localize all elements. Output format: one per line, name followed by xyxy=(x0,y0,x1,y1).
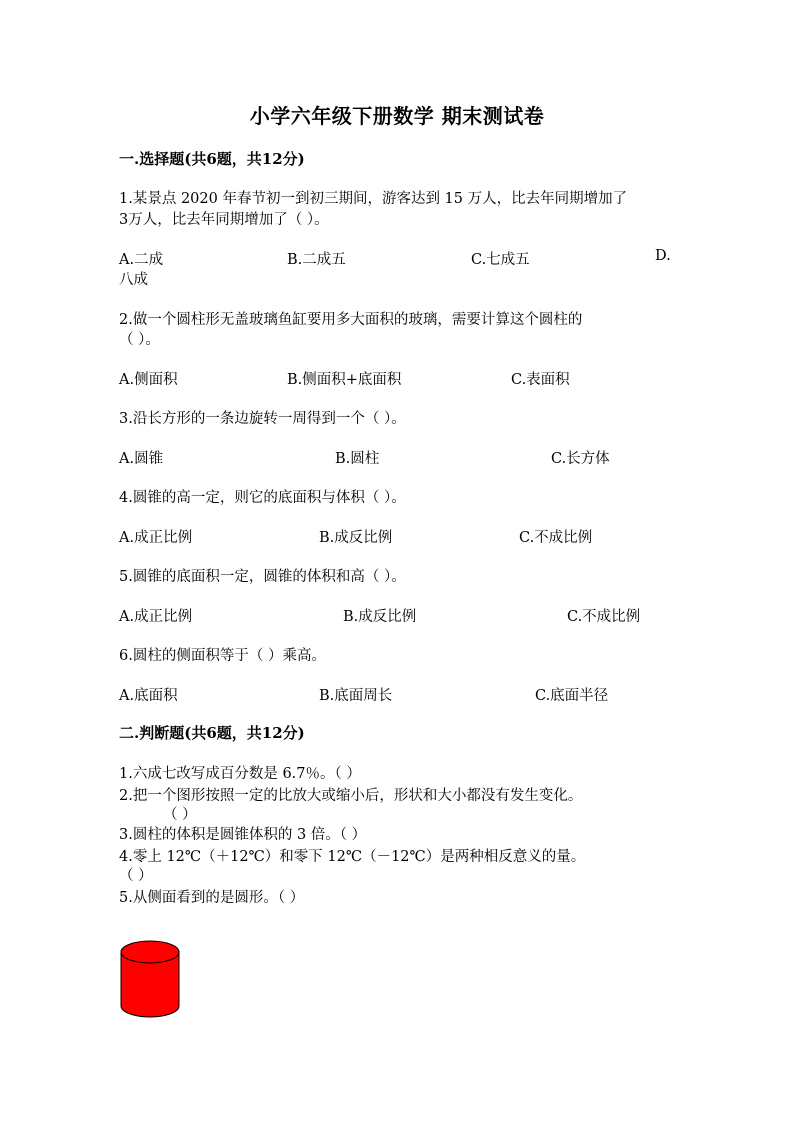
question-3-line1: 3.沿长方形的一条边旋转一周得到一个（ ）。 xyxy=(119,411,406,427)
question-4-option-c: C.不成比例 xyxy=(519,530,593,546)
question-1-line1: 1.某景点 2020 年春节初一到初三期间，游客达到 15 万人，比去年同期增加了 xyxy=(119,191,628,207)
question-6-option-a: A.底面积 xyxy=(119,688,178,704)
question-1-line2: 3万人，比去年同期增加了（ ）。 xyxy=(119,212,329,228)
judgement-2-line1: 2.把一个图形按照一定的比放大或缩小后，形状和大小都没有发生变化。 xyxy=(119,788,583,804)
cylinder-top xyxy=(121,941,179,963)
question-6-line1: 6.圆柱的侧面积等于（ ）乘高。 xyxy=(119,648,326,664)
judgement-3: 3.圆柱的体积是圆锥体积的 3 倍。（ ） xyxy=(119,827,367,843)
section-heading-choice: 一.选择题(共6题，共12分) xyxy=(119,150,305,168)
question-1-option-b: B.二成五 xyxy=(287,252,346,268)
judgement-4-line2: （ ） xyxy=(119,868,153,884)
question-6-option-c: C.底面半径 xyxy=(535,688,609,704)
question-2-option-c: C.表面积 xyxy=(511,372,570,388)
question-4-option-a: A.成正比例 xyxy=(119,530,193,546)
question-1-option-c: C.七成五 xyxy=(471,252,530,268)
question-4-line1: 4.圆锥的高一定，则它的底面积与体积（ ）。 xyxy=(119,490,406,506)
question-3-option-a: A.圆锥 xyxy=(119,451,164,467)
question-5-option-a: A.成正比例 xyxy=(119,609,193,625)
judgement-1: 1.六成七改写成百分数是 6.7％。（ ） xyxy=(119,766,361,782)
question-4-option-b: B.成反比例 xyxy=(319,530,393,546)
question-5-option-c: C.不成比例 xyxy=(567,609,641,625)
red-cylinder-figure xyxy=(118,938,182,1020)
question-1-option-d-text: 八成 xyxy=(119,272,148,288)
question-2-line1: 2.做一个圆柱形无盖玻璃鱼缸要用多大面积的玻璃，需要计算这个圆柱的 xyxy=(119,312,583,328)
judgement-4-line1: 4.零上 12℃（＋12℃）和零下 12℃（－12℃）是两种相反意义的量。 xyxy=(119,849,586,865)
judgement-2-line2: （ ） xyxy=(163,807,197,823)
question-2-option-a: A.侧面积 xyxy=(119,372,178,388)
question-1-option-a: A.二成 xyxy=(119,252,164,268)
question-2-option-b: B.侧面积+底面积 xyxy=(287,372,402,388)
question-3-option-b: B.圆柱 xyxy=(335,451,380,467)
question-6-option-b: B.底面周长 xyxy=(319,688,393,704)
question-2-line2: （ ）。 xyxy=(119,332,160,348)
question-3-option-c: C.长方体 xyxy=(551,451,610,467)
question-5-option-b: B.成反比例 xyxy=(343,609,417,625)
judgement-5: 5.从侧面看到的是圆形。（ ） xyxy=(119,890,305,906)
section-heading-judgement: 二.判断题(共6题，共12分) xyxy=(119,724,305,742)
question-1-option-d: D. xyxy=(655,248,671,264)
page-title: 小学六年级下册数学 期末测试卷 xyxy=(249,104,545,128)
question-5-line1: 5.圆锥的底面积一定，圆锥的体积和高（ ）。 xyxy=(119,569,406,585)
